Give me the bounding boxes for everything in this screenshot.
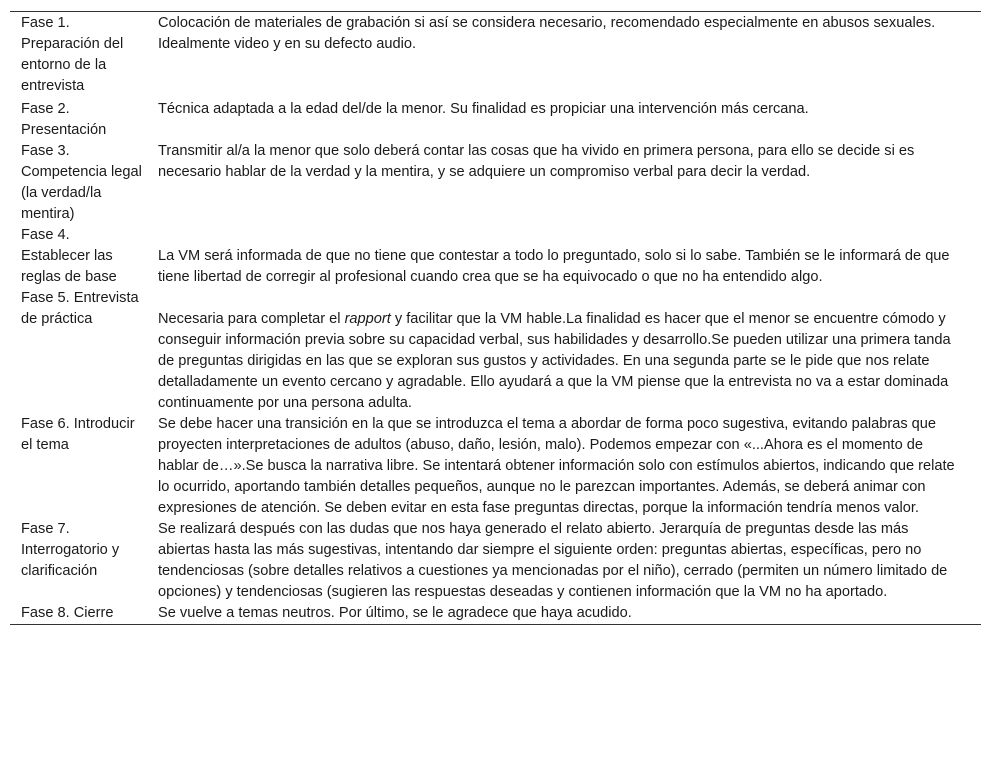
phase-cell: Fase 7. Interrogatorio y clarificación (21, 521, 120, 579)
description-cell (148, 288, 981, 414)
description-cell: Técnica adaptada a la edad del/de la menor. Su finalidad es propiciar una intervención más cercana. (158, 101, 809, 117)
phases-table-container (10, 11, 981, 625)
table-row (10, 225, 981, 288)
phase-cell: Fase 8. Cierre (21, 605, 114, 621)
phase-cell: Fase 6. Introducir el tema (21, 416, 135, 453)
description-text-start: Necesaria para completar el (158, 311, 345, 327)
description-cell: Colocación de materiales de grabación si así se considera necesario, recomendado especialmente en abusos sexuales. Idealmente video y en su defecto audio. (158, 15, 936, 52)
description-text-end: y facilitar que la VM hable.La finalidad es hacer que el menor se encuentre cómodo y conseguir información previa sobre su capacidad verbal, sus habilidades y desarrollo.Se pueden utilizar una primera tanda de preguntas dirigidas en las que se exploran sus gustos y actividades. En una segunda parte se le pide que nos relate detalladamente un evento cercano y agradable. Ello ayudará a que la VM piense que la entrevista no va a estar dominada continuamente por una persona adulta. (158, 311, 951, 411)
phase-cell: Fase 1. Preparación del entorno de la entrevista (21, 15, 124, 94)
table-row (10, 141, 981, 225)
description-cell (148, 225, 981, 288)
description-cell: Se realizará después con las dudas que nos haya generado el relato abierto. Jerarquía de preguntas desde las más abiertas hasta las más sugestivas, intentando dar siempre el siguiente orden: preguntas abiertas, específicas, pero no tendenciosas (sobre detalles relativos a cuestiones ya mencionadas por el niño), cerrado (permiten un número limitado de opciones) y tendenciosas (sugieren las respuestas deseadas y contienen información que la VM no ha aportado. (158, 521, 948, 600)
table-row (10, 414, 981, 519)
description-cell: Se debe hacer una transición en la que se introduzca el tema a abordar de forma poco sugestiva, evitando palabras que proyecten interpretaciones de adultos (abuso, daño, lesión, malo). Podemos empezar con «...Ahora es el momento de hablar de…».Se busca la narrativa libre. Se intentará obtener información solo con estímulos abiertos, indicando que relate lo ocurrido, aportando también detalles pequeños, aunque no le parezcan importantes. Además, se deberá animar con expresiones de atención. Se deben evitar en esta fase preguntas directas, porque la información tendría menos valor. (158, 416, 955, 516)
phase-cell: Fase 4. Establecer las reglas de base (21, 227, 117, 285)
phase-cell: Fase 2. Presentación (21, 101, 107, 138)
phase-cell: Fase 5. Entrevista de práctica (21, 290, 139, 327)
description-cell: Se vuelve a temas neutros. Por último, se le agradece que haya acudido. (158, 605, 632, 621)
table-row (10, 12, 981, 99)
interview-phases-table (10, 12, 981, 624)
table-row (10, 519, 981, 603)
phase-cell: Fase 3. Competencia legal (la verdad/la mentira) (21, 143, 142, 222)
description-cell: Transmitir al/a la menor que solo deberá contar las cosas que ha vivido en primera persona, para ello se decide si es necesario hablar de la verdad y la mentira, y se adquiere un compromiso verbal para decir la verdad. (158, 143, 915, 180)
description-text: La VM será informada de que no tiene que contestar a todo lo preguntado, solo si lo sabe. También se le informará de que tiene libertad de corregir al profesional cuando crea que se ha equivocado o que no ha entendido algo. (158, 248, 950, 285)
description-italic-term: rapport (344, 311, 391, 327)
table-row (10, 288, 981, 414)
table-row (10, 99, 981, 141)
table-row (10, 603, 981, 624)
